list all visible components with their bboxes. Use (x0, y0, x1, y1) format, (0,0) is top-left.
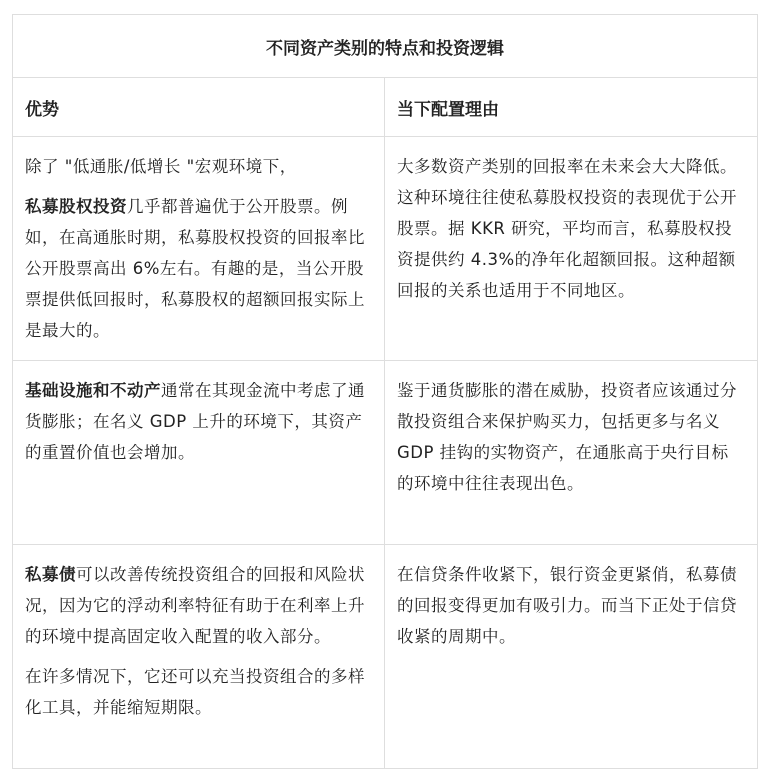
asset-class-table (12, 14, 758, 769)
paragraph: 大多数资产类别的回报率在未来会大大降低。这种环境往往使私募股权投资的表现优于公开股票。据 KKR 研究，平均而言，私募股权投资提供约 4.3%的净年化超额回报。这种超额回报的关系也适用于不同地区。 (397, 157, 737, 300)
header-advantages: 优势 (13, 78, 385, 137)
header-row (13, 78, 758, 137)
private-equity-advantages (13, 137, 385, 361)
infrastructure-advantages (13, 361, 385, 545)
asset-name: 基础设施和不动产 (25, 381, 161, 400)
table-row (13, 361, 758, 545)
asset-name: 私募债 (25, 565, 76, 584)
infrastructure-reason (385, 361, 758, 545)
description: 几乎都普遍优于公开股票。例如，在高通胀时期，私募股权投资的回报率比公开股票高出 6%左右。有趣的是，当公开股票提供低回报时，私募股权的超额回报实际上是最大的。 (25, 197, 365, 340)
paragraph (25, 375, 372, 468)
asset-name: 私募股权投资 (25, 197, 127, 216)
paragraph: 在信贷条件收紧下，银行资金更紧俏，私募债的回报变得更加有吸引力。而当下正处于信贷收紧的周期中。 (397, 565, 737, 646)
paragraph (25, 559, 372, 652)
description: 通常在其现金流中考虑了通货膨胀；在名义 GDP 上升的环境下，其资产的重置价值也会增加。 (25, 381, 365, 462)
header-reason: 当下配置理由 (385, 78, 758, 137)
paragraph (25, 191, 372, 346)
paragraph: 除了 "低通胀/低增长 "宏观环境下， (25, 157, 297, 176)
table-row (13, 137, 758, 361)
table-row (13, 545, 758, 769)
private-debt-advantages (13, 545, 385, 769)
paragraph: 在许多情况下，它还可以充当投资组合的多样化工具，并能缩短期限。 (25, 667, 365, 717)
private-equity-reason (385, 137, 758, 361)
description: 可以改善传统投资组合的回报和风险状况，因为它的浮动利率特征有助于在利率上升的环境中提高固定收入配置的收入部分。 (25, 565, 365, 646)
paragraph: 鉴于通货膨胀的潜在威胁，投资者应该通过分散投资组合来保护购买力，包括更多与名义 GDP 挂钩的实物资产，在通胀高于央行目标的环境中往往表现出色。 (397, 381, 737, 493)
private-debt-reason (385, 545, 758, 769)
table-title: 不同资产类别的特点和投资逻辑 (13, 15, 758, 78)
